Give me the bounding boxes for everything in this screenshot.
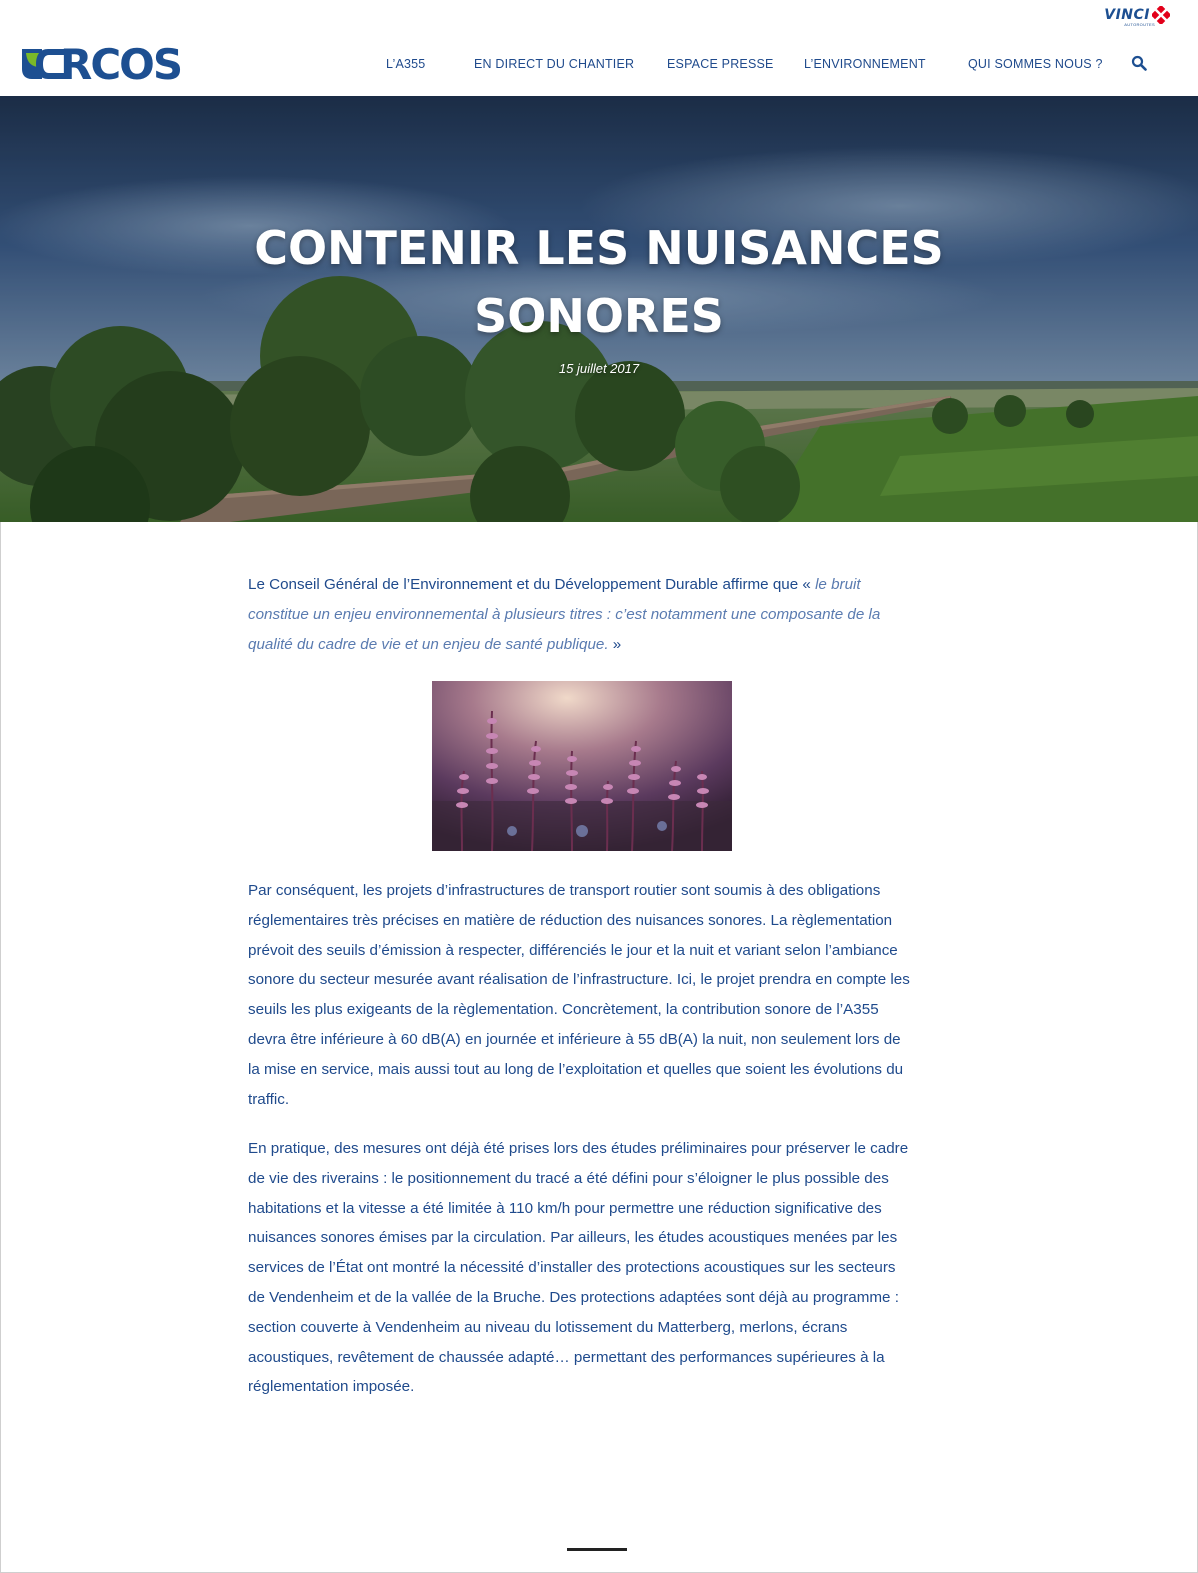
body-paragraph-measures: En pratique, des mesures ont déjà été prises lors des études préliminaires pour préserver le cadre de vie des riverains : le positionnement du tracé a été défini pour s’éloigner le plus possible des habitations et la vitesse a été limitée à 110 km/h pour permettre une réduction significative des nuisances sonores émises par la circulation. Par ailleurs, les études acoustiques menées par les services de l’État ont montré la nécessité d’installer des protections acoustiques sur les secteurs de Vendenheim et de la vallée de la Bruche. Des protections adaptées sont déjà au programme : section couverte à Vendenheim au niveau du lotissement du Matterberg, merlons, écrans acoustiques, revêtement de chaussée adapté… permettant des performances supérieures à la réglementation imposée. [248, 1140, 909, 1396]
intro-paragraph [248, 570, 916, 659]
intro-quote: le bruit constitue un enjeu environnemental à plusieurs titres : c’est notamment une composante de la qualité du cadre de vie et un enjeu de santé publique. [248, 576, 881, 653]
nav-item-espace-presse[interactable]: ESPACE PRESSE [667, 57, 774, 71]
vinci-autoroutes-logo[interactable] [1104, 6, 1170, 27]
intro-close: » [608, 635, 622, 653]
page-title: CONTENIR LES NUISANCES SONORES [254, 221, 944, 343]
site-header [0, 0, 1198, 96]
vinci-logo-subtext: AUTOROUTES [1124, 22, 1155, 27]
nav-item-environnement[interactable]: L’ENVIRONNEMENT [804, 57, 926, 71]
lavender-flowers-photo [432, 681, 732, 851]
search-icon[interactable] [1131, 55, 1147, 71]
vinci-logo-text: VINCI [1104, 7, 1150, 23]
hero-banner [0, 96, 1198, 522]
body-paragraph-regulations: Par conséquent, les projets d’infrastructures de transport routier sont soumis à des obligations réglementaires très précises en matière de réduction des nuisances sonores. La règlementation prévoit des seuils d’émission à respecter, différenciés le jour et la nuit et variant selon l’ambiance sonore du secteur mesurée avant réalisation de l’infrastructure. Ici, le projet prendra en compte les seuils les plus exigeants de la règlementation. Concrètement, la contribution sonore de l’A355 devra être inférieure à 60 dB(A) en journée et inférieure à 55 dB(A) la nuit, non seulement lors de la mise en service, mais aussi tout au long de l’exploitation et quelles que soient les évolutions du traffic. [248, 882, 910, 1108]
intro-text: Le Conseil Général de l’Environnement et du Développement Durable affirme que « [248, 576, 816, 593]
nav-item-qui-sommes-nous[interactable]: QUI SOMMES NOUS ? [968, 57, 1103, 71]
lavender-photo-image [432, 681, 732, 851]
svg-text:RCOS: RCOS [60, 45, 182, 83]
footer-divider [567, 1548, 627, 1551]
nav-item-a355[interactable]: L’A355 [386, 57, 426, 71]
publish-date: 15 juillet 2017 [558, 361, 640, 376]
nav-item-en-direct-du-chantier[interactable]: EN DIRECT DU CHANTIER [474, 57, 635, 71]
main-nav [0, 57, 1198, 77]
